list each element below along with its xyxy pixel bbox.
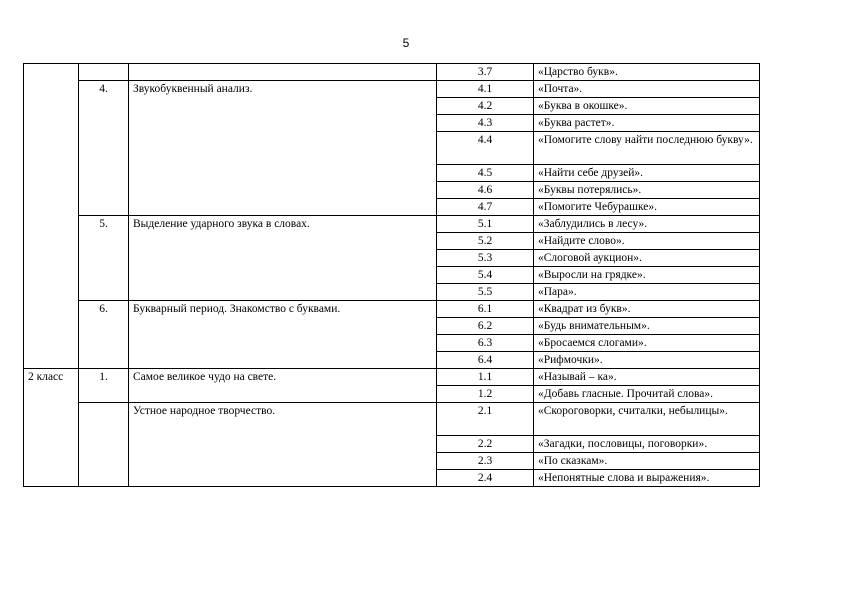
table-row xyxy=(24,81,760,98)
item-code: 6.3 xyxy=(437,335,534,352)
item-code: 6.4 xyxy=(437,352,534,369)
section-topic: Выделение ударного звука в словах. xyxy=(129,216,437,301)
item-code: 5.1 xyxy=(437,216,534,233)
table-row xyxy=(24,301,760,318)
item-code: 4.2 xyxy=(437,98,534,115)
table-row xyxy=(24,216,760,233)
item-code: 6.1 xyxy=(437,301,534,318)
section-number xyxy=(79,64,129,81)
item-title: «Скороговорки, считалки, небылицы». xyxy=(534,403,760,436)
item-title: «Буквы потерялись». xyxy=(534,182,760,199)
item-title: «Помогите Чебурашке». xyxy=(534,199,760,216)
item-code: 4.1 xyxy=(437,81,534,98)
item-code: 2.4 xyxy=(437,470,534,487)
table-row xyxy=(24,64,760,81)
item-code: 1.2 xyxy=(437,386,534,403)
item-title: «Непонятные слова и выражения». xyxy=(534,470,760,487)
item-title: «Помогите слову найти последнюю букву». xyxy=(534,132,760,165)
item-title: «Почта». xyxy=(534,81,760,98)
item-code: 5.4 xyxy=(437,267,534,284)
table-row xyxy=(24,369,760,386)
item-code: 1.1 xyxy=(437,369,534,386)
item-code: 4.7 xyxy=(437,199,534,216)
item-title: «Квадрат из букв». xyxy=(534,301,760,318)
section-number xyxy=(79,403,129,487)
item-code: 3.7 xyxy=(437,64,534,81)
item-code: 4.3 xyxy=(437,115,534,132)
item-code: 4.4 xyxy=(437,132,534,165)
section-topic: Устное народное творчество. xyxy=(129,403,437,487)
section-topic: Букварный период. Знакомство с буквами. xyxy=(129,301,437,369)
section-number: 4. xyxy=(79,81,129,216)
grade-cell xyxy=(24,64,79,369)
item-title: «Выросли на грядке». xyxy=(534,267,760,284)
item-code: 6.2 xyxy=(437,318,534,335)
item-code: 2.1 xyxy=(437,403,534,436)
section-topic: Звукобуквенный анализ. xyxy=(129,81,437,216)
item-title: «Пара». xyxy=(534,284,760,301)
section-number: 1. xyxy=(79,369,129,403)
item-code: 5.3 xyxy=(437,250,534,267)
item-title: «Найдите слово». xyxy=(534,233,760,250)
section-number: 5. xyxy=(79,216,129,301)
item-title: «Будь внимательным». xyxy=(534,318,760,335)
page-number: 5 xyxy=(402,36,410,50)
item-title: «Рифмочки». xyxy=(534,352,760,369)
item-title: «Добавь гласные. Прочитай слова». xyxy=(534,386,760,403)
item-title: «Слоговой аукцион». xyxy=(534,250,760,267)
item-code: 5.5 xyxy=(437,284,534,301)
section-number: 6. xyxy=(79,301,129,369)
section-topic: Самое великое чудо на свете. xyxy=(129,369,437,403)
item-title: «Буква в окошке». xyxy=(534,98,760,115)
grade-cell: 2 класс xyxy=(24,369,79,487)
item-title: «Бросаемся слогами». xyxy=(534,335,760,352)
item-title: «Буква растет». xyxy=(534,115,760,132)
item-title: «Заблудились в лесу». xyxy=(534,216,760,233)
table-row xyxy=(24,403,760,436)
item-code: 2.2 xyxy=(437,436,534,453)
section-topic xyxy=(129,64,437,81)
item-title: «По сказкам». xyxy=(534,453,760,470)
item-title: «Называй – ка». xyxy=(534,369,760,386)
item-code: 2.3 xyxy=(437,453,534,470)
item-code: 5.2 xyxy=(437,233,534,250)
lesson-plan-body xyxy=(24,64,760,487)
item-title: «Найти себе друзей». xyxy=(534,165,760,182)
item-title: «Царство букв». xyxy=(534,64,760,81)
lesson-plan-table xyxy=(23,63,760,487)
item-title: «Загадки, пословицы, поговорки». xyxy=(534,436,760,453)
item-code: 4.6 xyxy=(437,182,534,199)
item-code: 4.5 xyxy=(437,165,534,182)
